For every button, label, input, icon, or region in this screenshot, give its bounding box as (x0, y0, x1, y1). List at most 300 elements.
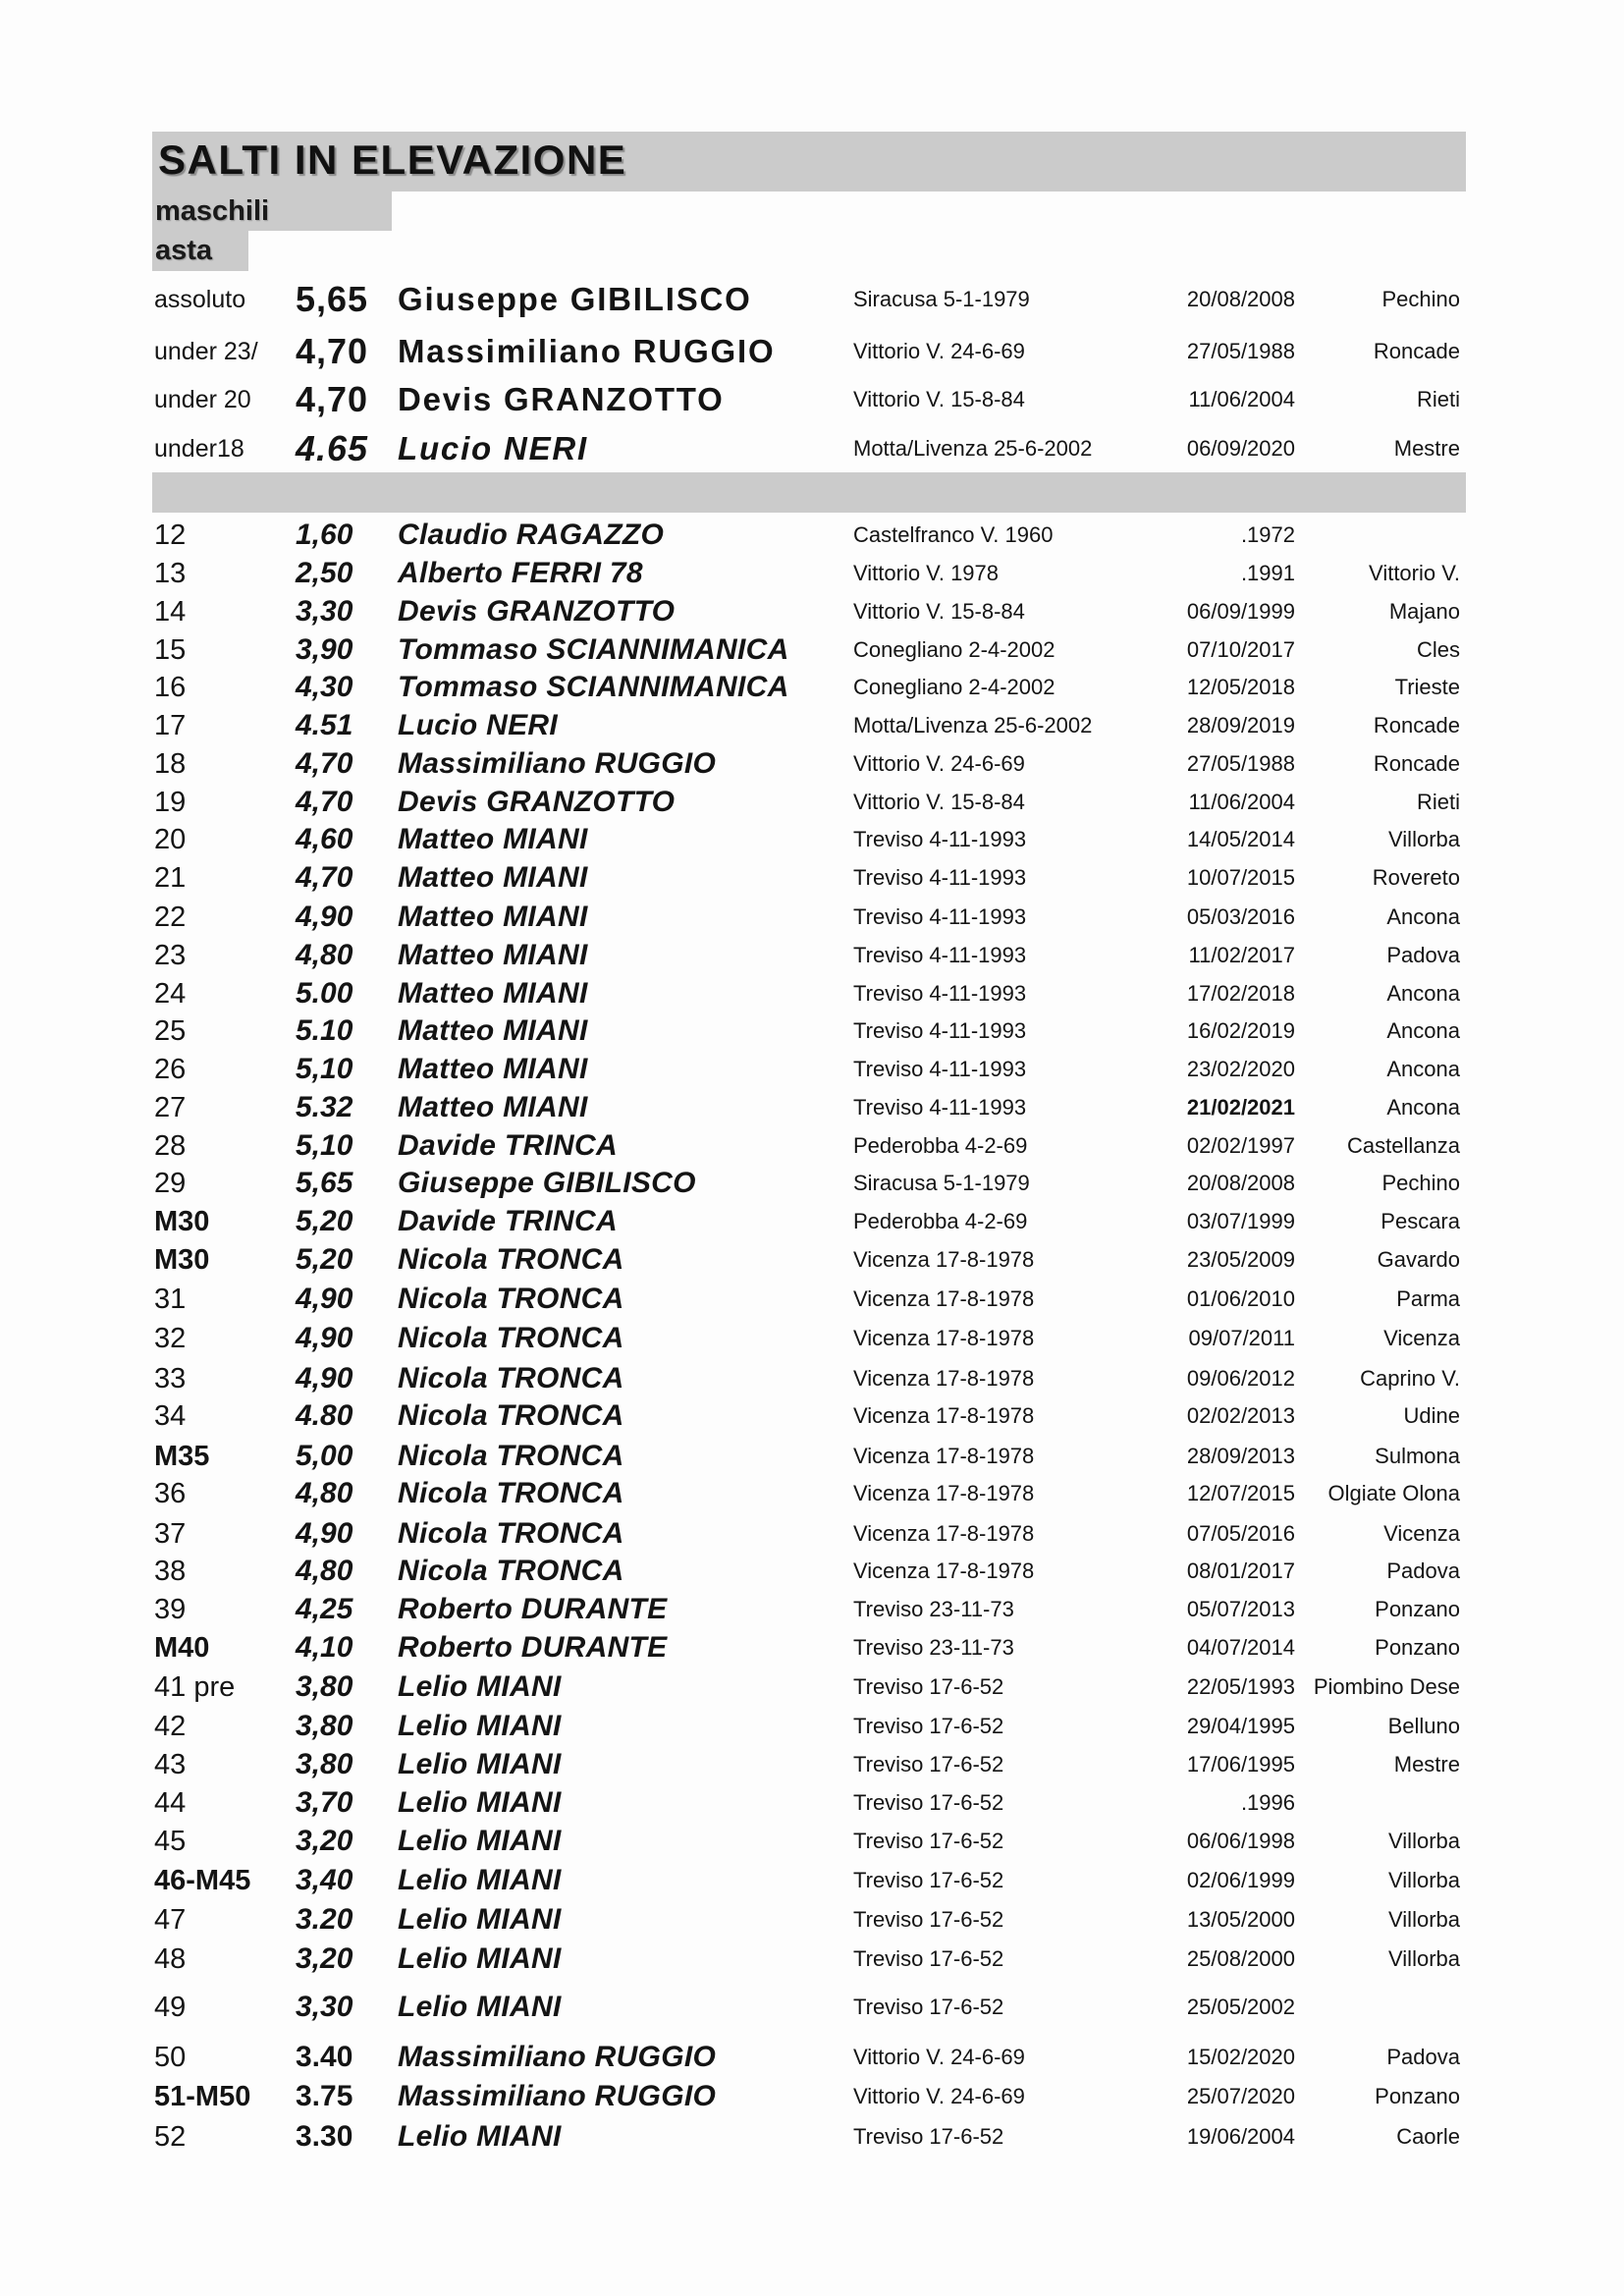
record-date: 02/02/2013 (1186, 1403, 1295, 1428)
birth-info: Siracusa 5-1-1979 (853, 287, 1030, 311)
record-place: Ponzano (1375, 1635, 1460, 1660)
birth-info: Treviso 4-11-1993 (853, 943, 1027, 967)
record-date: 05/03/2016 (1186, 904, 1295, 929)
measure-value: 5.00 (296, 977, 353, 1010)
row-label: 44 (154, 1787, 187, 1819)
row-label: 18 (154, 748, 187, 780)
record-date: 25/08/2000 (1186, 1946, 1295, 1971)
age-record-row (0, 1861, 1624, 1900)
measure-value: 5.32 (296, 1091, 353, 1123)
age-record-row (0, 1745, 1624, 1784)
birth-info: Treviso 4-11-1993 (853, 865, 1027, 890)
birth-info: Vicenza 17-8-1978 (853, 1481, 1035, 1505)
record-date: 13/05/2000 (1186, 1907, 1295, 1932)
birth-info: Treviso 17-6-52 (853, 1907, 1004, 1932)
record-place: Pescara (1380, 1209, 1460, 1233)
measure-value: 4,90 (296, 1362, 353, 1394)
record-date: 07/05/2016 (1186, 1521, 1295, 1546)
record-place: Belluno (1387, 1714, 1460, 1738)
record-date: 22/05/1993 (1186, 1674, 1295, 1699)
athlete-name: Matteo MIANI (398, 939, 588, 971)
age-record-row (0, 516, 1624, 555)
record-place: Villorba (1388, 1946, 1460, 1971)
birth-info: Treviso 4-11-1993 (853, 1018, 1027, 1043)
measure-value: 3.30 (296, 2120, 353, 2153)
age-record-row (0, 1319, 1624, 1358)
birth-info: Vittorio V. 1978 (853, 561, 1000, 585)
birth-info: Treviso 23-11-73 (853, 1635, 1014, 1660)
row-label: 23 (154, 940, 187, 971)
measure-value: 4,80 (296, 1555, 353, 1587)
row-label: 38 (154, 1556, 187, 1587)
birth-info: Treviso 4-11-1993 (853, 981, 1027, 1006)
birth-info: Motta/Livenza 25-6-2002 (853, 436, 1093, 461)
record-date: 15/02/2020 (1186, 2045, 1295, 2069)
athlete-name: Lelio MIANI (398, 1786, 562, 1819)
record-place: Vittorio V. (1369, 561, 1460, 585)
athlete-name: Tommaso SCIANNIMANICA (398, 671, 789, 703)
record-date: 27/05/1988 (1186, 339, 1295, 363)
record-place: Villorba (1388, 1907, 1460, 1932)
record-place: Roncade (1373, 751, 1460, 776)
record-date: 20/08/2008 (1186, 1171, 1295, 1195)
row-label: 52 (154, 2121, 187, 2153)
birth-info: Treviso 17-6-52 (853, 1790, 1004, 1815)
age-record-row (0, 668, 1624, 707)
record-date: 06/09/2020 (1186, 436, 1295, 461)
row-label: under18 (154, 435, 244, 463)
age-record-row (0, 1050, 1624, 1089)
birth-info: Vicenza 17-8-1978 (853, 1558, 1035, 1583)
record-place: Ancona (1386, 904, 1460, 929)
measure-value: 4,70 (296, 861, 353, 894)
athlete-name: Davide TRINCA (398, 1205, 618, 1237)
athlete-name: Lelio MIANI (398, 1903, 562, 1936)
record-date: 21/02/2021 (1186, 1095, 1295, 1120)
measure-value: 3,40 (296, 1864, 353, 1896)
age-record-row (0, 820, 1624, 859)
record-date: 25/05/2002 (1186, 1995, 1295, 2019)
measure-value: 4,90 (296, 1322, 353, 1354)
athlete-name: Lucio NERI (398, 709, 559, 741)
record-date: 27/05/1988 (1186, 751, 1295, 776)
age-record-row (0, 1088, 1624, 1127)
athlete-name: Lelio MIANI (398, 1991, 562, 2023)
athlete-name: Devis GRANZOTTO (398, 381, 725, 417)
section-title: SALTI IN ELEVAZIONE (158, 137, 627, 183)
record-place: Pechino (1381, 287, 1460, 311)
record-place: Villorba (1388, 827, 1460, 851)
row-label: 13 (154, 558, 187, 589)
measure-value: 5.10 (296, 1014, 353, 1047)
measure-value: 3,80 (296, 1748, 353, 1780)
record-date: 09/06/2012 (1186, 1366, 1295, 1391)
record-date: 11/06/2004 (1188, 387, 1295, 411)
age-record-row (0, 1552, 1624, 1591)
row-label: 19 (154, 787, 187, 818)
row-label: under 20 (154, 386, 251, 413)
row-label: M35 (154, 1441, 210, 1472)
record-date: 17/02/2018 (1186, 981, 1295, 1006)
measure-value: 5,20 (296, 1243, 353, 1276)
birth-info: Treviso 17-6-52 (853, 1829, 1004, 1853)
record-date: 06/06/1998 (1186, 1829, 1295, 1853)
age-record-row (0, 744, 1624, 784)
record-place: Rieti (1416, 387, 1460, 411)
row-label: 21 (154, 862, 187, 894)
record-place: Roncade (1373, 713, 1460, 738)
athlete-name: Claudio RAGAZZO (398, 519, 665, 551)
record-place: Mestre (1393, 1752, 1460, 1777)
age-record-row (0, 1474, 1624, 1513)
birth-info: Treviso 4-11-1993 (853, 1095, 1027, 1120)
birth-info: Conegliano 2-4-2002 (853, 675, 1056, 699)
record-place: Padova (1386, 2045, 1460, 2069)
measure-value: 4,10 (296, 1631, 353, 1664)
row-label: 50 (154, 2042, 187, 2073)
age-record-row (0, 554, 1624, 593)
athlete-name: Matteo MIANI (398, 1091, 588, 1123)
athlete-name: Nicola TRONCA (398, 1243, 624, 1276)
athlete-name: Lelio MIANI (398, 1710, 562, 1742)
birth-info: Vittorio V. 24-6-69 (853, 2084, 1025, 2108)
athlete-name: Roberto DURANTE (398, 1593, 668, 1625)
age-record-row (0, 974, 1624, 1013)
birth-info: Vittorio V. 15-8-84 (853, 790, 1025, 814)
row-label: 45 (154, 1826, 187, 1857)
measure-value: 2,50 (296, 557, 353, 589)
row-label: 36 (154, 1478, 187, 1509)
age-record-row (0, 936, 1624, 975)
record-date: 28/09/2013 (1186, 1444, 1295, 1468)
measure-value: 3,80 (296, 1670, 353, 1703)
discipline-label: asta (155, 235, 213, 266)
age-record-row (0, 1590, 1624, 1629)
record-date: 23/05/2009 (1186, 1247, 1295, 1272)
measure-value: 4,30 (296, 671, 353, 703)
birth-info: Treviso 23-11-73 (853, 1597, 1014, 1621)
record-date: .1972 (1240, 522, 1295, 547)
athlete-name: Matteo MIANI (398, 861, 588, 894)
record-place: Gavardo (1377, 1247, 1460, 1272)
row-label: under 23/ (154, 338, 258, 365)
record-date: .1996 (1240, 1790, 1295, 1815)
record-date: 16/02/2019 (1186, 1018, 1295, 1043)
record-place: Ponzano (1375, 1597, 1460, 1621)
athlete-name: Devis GRANZOTTO (398, 786, 676, 818)
athlete-name: Tommaso SCIANNIMANICA (398, 633, 789, 666)
section-header-bar (152, 132, 1466, 191)
birth-info: Treviso 17-6-52 (853, 1674, 1004, 1699)
measure-value: 3,80 (296, 1710, 353, 1742)
record-row (0, 329, 1624, 374)
age-record-row (0, 1011, 1624, 1051)
athlete-name: Nicola TRONCA (398, 1440, 624, 1472)
row-label: 26 (154, 1054, 187, 1085)
record-place: Vicenza (1383, 1521, 1460, 1546)
birth-info: Vicenza 17-8-1978 (853, 1286, 1035, 1311)
measure-value: 4,70 (296, 379, 369, 419)
measure-value: 5,20 (296, 1205, 353, 1237)
record-place: Villorba (1388, 1829, 1460, 1853)
age-record-row (0, 1940, 1624, 1979)
athlete-name: Nicola TRONCA (398, 1555, 624, 1587)
age-record-row (0, 1164, 1624, 1203)
age-record-row (0, 858, 1624, 898)
row-label: 51-M50 (154, 2081, 251, 2112)
row-label: 17 (154, 710, 187, 741)
row-label: 46-M45 (154, 1865, 251, 1896)
birth-info: Vicenza 17-8-1978 (853, 1403, 1035, 1428)
measure-value: 4,60 (296, 823, 353, 855)
age-record-row (0, 783, 1624, 822)
athlete-name: Devis GRANZOTTO (398, 595, 676, 628)
age-record-row (0, 1514, 1624, 1554)
record-place: Majano (1388, 599, 1460, 624)
athlete-name: Nicola TRONCA (398, 1362, 624, 1394)
row-label: 28 (154, 1130, 187, 1162)
record-date: 08/01/2017 (1186, 1558, 1295, 1583)
record-place: Ancona (1386, 981, 1460, 1006)
athlete-name: Lelio MIANI (398, 1825, 562, 1857)
athlete-name: Massimiliano RUGGIO (398, 333, 776, 369)
age-record-row (0, 706, 1624, 745)
record-date: 02/02/1997 (1186, 1133, 1295, 1158)
record-place: Caorle (1396, 2124, 1460, 2149)
record-date: 29/04/1995 (1186, 1714, 1295, 1738)
measure-value: 3,20 (296, 1825, 353, 1857)
athlete-name: Giuseppe GIBILISCO (398, 1167, 696, 1199)
measure-value: 3,20 (296, 1942, 353, 1975)
row-label: 48 (154, 1943, 187, 1975)
record-date: 07/10/2017 (1186, 637, 1295, 662)
measure-value: 3,30 (296, 1991, 353, 2023)
athlete-name: Nicola TRONCA (398, 1477, 624, 1509)
age-record-row (0, 592, 1624, 631)
record-place: Udine (1403, 1403, 1460, 1428)
measure-value: 5,10 (296, 1129, 353, 1162)
category-label: maschili (155, 195, 270, 227)
row-label: 32 (154, 1323, 187, 1354)
age-record-row (0, 1437, 1624, 1476)
birth-info: Treviso 17-6-52 (853, 2124, 1004, 2149)
measure-value: 5,00 (296, 1440, 353, 1472)
row-label: M30 (154, 1206, 210, 1237)
row-label: M40 (154, 1632, 210, 1664)
row-label: 42 (154, 1711, 187, 1742)
record-row (0, 377, 1624, 422)
row-label: 49 (154, 1992, 187, 2023)
measure-value: 4,70 (296, 331, 369, 371)
record-place: Rovereto (1372, 865, 1460, 890)
athlete-name: Lucio NERI (398, 430, 589, 466)
birth-info: Treviso 4-11-1993 (853, 827, 1027, 851)
age-record-row (0, 1240, 1624, 1280)
measure-value: 3,90 (296, 633, 353, 666)
age-record-row (0, 1783, 1624, 1823)
row-label: 47 (154, 1904, 187, 1936)
birth-info: Vittorio V. 24-6-69 (853, 2045, 1025, 2069)
record-date: 03/07/1999 (1186, 1209, 1295, 1233)
row-label: 20 (154, 824, 187, 855)
athlete-name: Lelio MIANI (398, 1748, 562, 1780)
record-place: Vicenza (1383, 1326, 1460, 1350)
record-date: .1991 (1240, 561, 1295, 585)
measure-value: 4,25 (296, 1593, 353, 1625)
record-date: 25/07/2020 (1186, 2084, 1295, 2108)
record-place: Ponzano (1375, 2084, 1460, 2108)
measure-value: 5,65 (296, 1167, 353, 1199)
birth-info: Pederobba 4-2-69 (853, 1209, 1028, 1233)
athlete-name: Lelio MIANI (398, 1864, 562, 1896)
birth-info: Vittorio V. 15-8-84 (853, 387, 1025, 411)
age-record-row (0, 2038, 1624, 2077)
age-record-row (0, 2077, 1624, 2116)
birth-info: Siracusa 5-1-1979 (853, 1171, 1030, 1195)
birth-info: Treviso 17-6-52 (853, 1995, 1004, 2019)
row-label: 37 (154, 1518, 187, 1550)
record-place: Ancona (1386, 1057, 1460, 1081)
birth-info: Vittorio V. 15-8-84 (853, 599, 1025, 624)
birth-info: Vicenza 17-8-1978 (853, 1444, 1035, 1468)
athlete-name: Massimiliano RUGGIO (398, 2041, 717, 2073)
measure-value: 4,90 (296, 1517, 353, 1550)
athlete-name: Massimiliano RUGGIO (398, 747, 717, 780)
record-place: Parma (1396, 1286, 1460, 1311)
record-date: 19/06/2004 (1186, 2124, 1295, 2149)
athlete-name: Lelio MIANI (398, 1670, 562, 1703)
measure-value: 3.75 (296, 2080, 353, 2112)
record-date: 28/09/2019 (1186, 713, 1295, 738)
measure-value: 3,70 (296, 1786, 353, 1819)
birth-info: Treviso 17-6-52 (853, 1868, 1004, 1892)
row-label: 34 (154, 1400, 187, 1432)
age-record-row (0, 1359, 1624, 1398)
row-label: 27 (154, 1092, 187, 1123)
birth-info: Vicenza 17-8-1978 (853, 1326, 1035, 1350)
measure-value: 3,30 (296, 595, 353, 628)
record-date: 09/07/2011 (1188, 1326, 1295, 1350)
record-date: 20/08/2008 (1186, 287, 1295, 311)
section-separator-bar (152, 472, 1466, 513)
record-row (0, 426, 1624, 471)
birth-info: Treviso 4-11-1993 (853, 1057, 1027, 1081)
measure-value: 4,70 (296, 786, 353, 818)
measure-value: 4,80 (296, 939, 353, 971)
measure-value: 4.80 (296, 1399, 353, 1432)
record-place: Pechino (1381, 1171, 1460, 1195)
row-label: 39 (154, 1594, 187, 1625)
birth-info: Treviso 4-11-1993 (853, 904, 1027, 929)
measure-value: 4,70 (296, 747, 353, 780)
birth-info: Pederobba 4-2-69 (853, 1133, 1028, 1158)
athlete-name: Matteo MIANI (398, 823, 588, 855)
birth-info: Motta/Livenza 25-6-2002 (853, 713, 1093, 738)
measure-value: 4,90 (296, 901, 353, 933)
record-date: 04/07/2014 (1186, 1635, 1295, 1660)
age-record-row (0, 1900, 1624, 1940)
row-label: assoluto (154, 286, 246, 313)
birth-info: Treviso 17-6-52 (853, 1752, 1004, 1777)
birth-info: Vicenza 17-8-1978 (853, 1366, 1035, 1391)
row-label: 41 pre (154, 1671, 236, 1703)
record-place: Sulmona (1375, 1444, 1460, 1468)
athlete-name: Massimiliano RUGGIO (398, 2080, 717, 2112)
measure-value: 4,90 (296, 1283, 353, 1315)
birth-info: Vicenza 17-8-1978 (853, 1521, 1035, 1546)
record-place: Padova (1386, 1558, 1460, 1583)
record-date: 12/05/2018 (1186, 675, 1295, 699)
row-label: 33 (154, 1363, 187, 1394)
age-record-row (0, 1628, 1624, 1667)
row-label: 22 (154, 902, 187, 933)
measure-value: 4,80 (296, 1477, 353, 1509)
record-place: Padova (1386, 943, 1460, 967)
measure-value: 4.65 (296, 428, 369, 468)
birth-info: Vittorio V. 24-6-69 (853, 751, 1025, 776)
row-label: M30 (154, 1244, 210, 1276)
birth-info: Treviso 17-6-52 (853, 1714, 1004, 1738)
age-record-row (0, 1396, 1624, 1436)
row-label: 43 (154, 1749, 187, 1780)
row-label: 24 (154, 978, 187, 1010)
record-place: Olgiate Olona (1327, 1481, 1460, 1505)
record-place: Mestre (1393, 436, 1460, 461)
record-place: Ancona (1386, 1018, 1460, 1043)
measure-value: 3.20 (296, 1903, 353, 1936)
record-date: 02/06/1999 (1186, 1868, 1295, 1892)
record-date: 05/07/2013 (1186, 1597, 1295, 1621)
athlete-name: Matteo MIANI (398, 1014, 588, 1047)
age-record-row (0, 1988, 1624, 2027)
record-place: Villorba (1388, 1868, 1460, 1892)
measure-value: 5,10 (296, 1053, 353, 1085)
row-label: 12 (154, 519, 187, 551)
athlete-name: Lelio MIANI (398, 1942, 562, 1975)
record-row (0, 277, 1624, 322)
age-record-row (0, 1707, 1624, 1746)
birth-info: Vittorio V. 24-6-69 (853, 339, 1025, 363)
record-place: Castellanza (1347, 1133, 1460, 1158)
age-record-row (0, 898, 1624, 937)
age-record-row (0, 1667, 1624, 1707)
age-record-row (0, 1202, 1624, 1241)
age-record-row (0, 2117, 1624, 2157)
record-place: Roncade (1373, 339, 1460, 363)
row-label: 29 (154, 1168, 187, 1199)
birth-info: Conegliano 2-4-2002 (853, 637, 1056, 662)
measure-value: 4.51 (296, 709, 353, 741)
athlete-name: Nicola TRONCA (398, 1283, 624, 1315)
record-date: 14/05/2014 (1186, 827, 1295, 851)
measure-value: 3.40 (296, 2041, 353, 2073)
record-place: Caprino V. (1360, 1366, 1460, 1391)
athlete-name: Lelio MIANI (398, 2120, 562, 2153)
row-label: 25 (154, 1015, 187, 1047)
record-place: Trieste (1394, 675, 1460, 699)
athlete-name: Nicola TRONCA (398, 1399, 624, 1432)
record-date: 12/07/2015 (1186, 1481, 1295, 1505)
record-date: 06/09/1999 (1186, 599, 1295, 624)
row-label: 14 (154, 596, 187, 628)
measure-value: 5,65 (296, 279, 369, 319)
athlete-name: Matteo MIANI (398, 977, 588, 1010)
discipline-box (152, 231, 248, 271)
record-date: 23/02/2020 (1186, 1057, 1295, 1081)
athlete-name: Roberto DURANTE (398, 1631, 668, 1664)
record-date: 10/07/2015 (1186, 865, 1295, 890)
record-date: 01/06/2010 (1186, 1286, 1295, 1311)
